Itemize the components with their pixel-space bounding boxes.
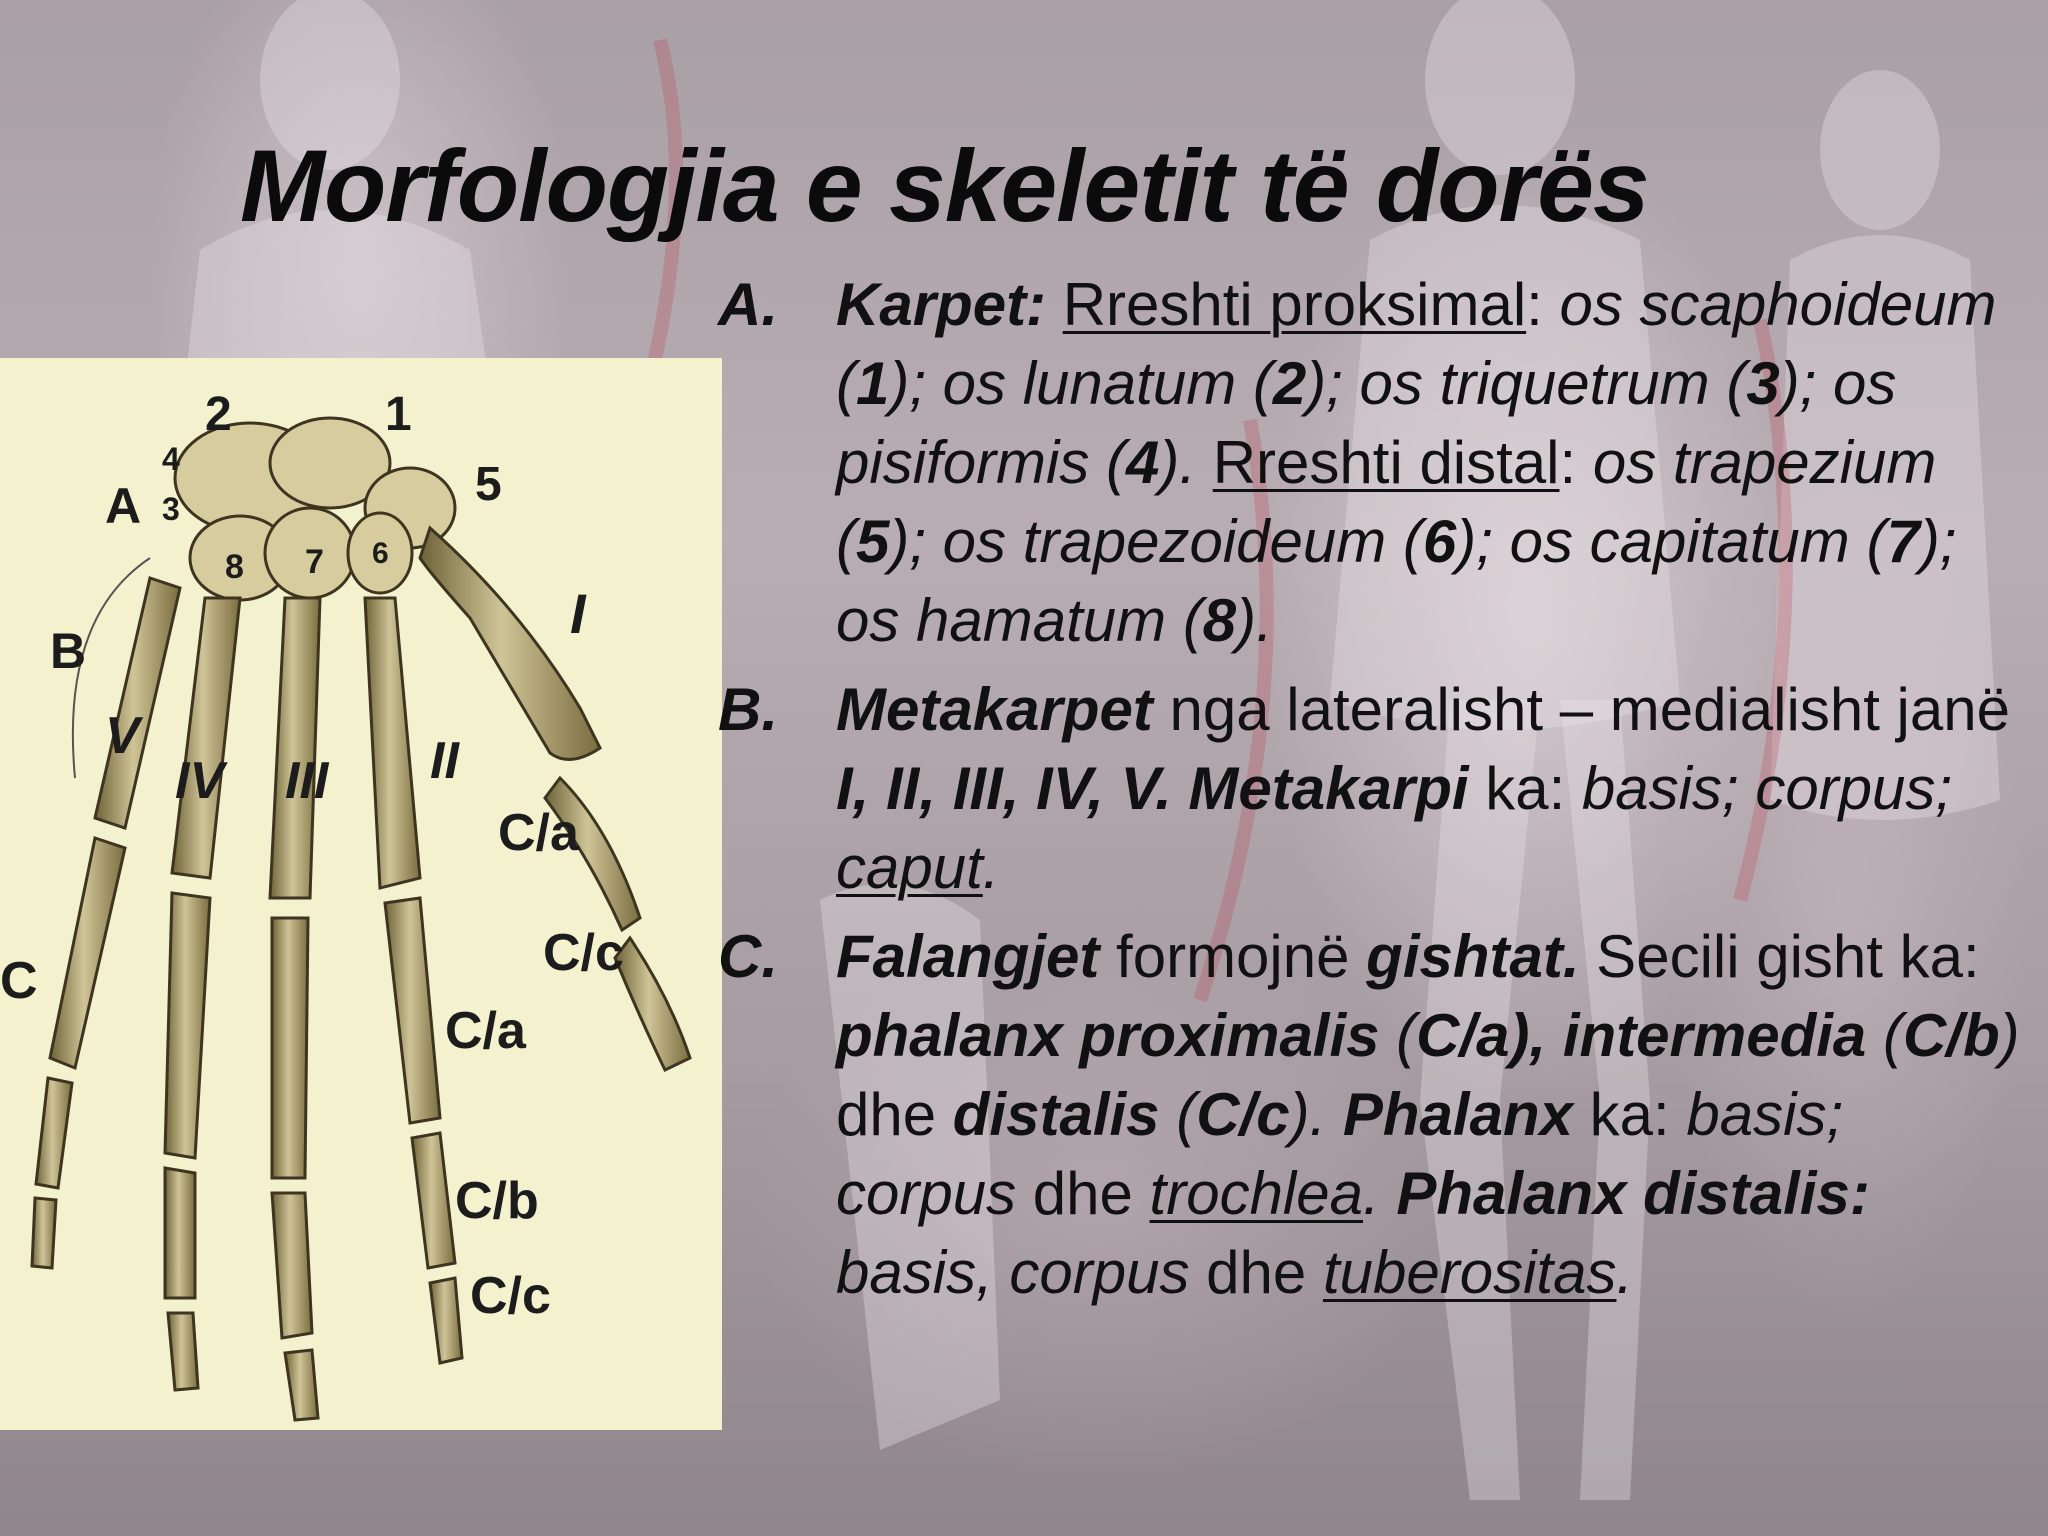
label-Cb: C/b	[455, 1172, 539, 1230]
label-C: C	[0, 952, 38, 1010]
hand-skeleton-figure	[0, 358, 722, 1430]
text-segment: dhe	[836, 1081, 953, 1148]
text-segment: 8	[1202, 587, 1237, 654]
text-segment: dhe	[1189, 1239, 1323, 1306]
text-segment: ); os pisiformis (	[836, 350, 1897, 496]
text-segment: os trapezium (	[836, 429, 1937, 575]
text-segment: Phalanx	[1326, 1081, 1573, 1148]
text-segment: .	[1363, 1160, 1380, 1227]
label-II: II	[430, 732, 459, 790]
text-segment: .	[1616, 1239, 1634, 1306]
label-Ca-thumb: C/a	[498, 804, 579, 862]
text-segment: os scaphoideum (	[836, 271, 1997, 417]
text-segment: ).	[1289, 1081, 1327, 1148]
label-B: B	[50, 623, 87, 679]
text-segment: phalanx proximalis	[836, 1002, 1380, 1069]
text-segment: C/a	[1416, 1002, 1510, 1069]
text-segment: 3	[1746, 350, 1780, 417]
text-segment: ka:	[1468, 755, 1582, 822]
text-segment: ); os capitatum (	[1456, 508, 1887, 575]
label-I: I	[570, 582, 586, 645]
label-IV: IV	[175, 752, 225, 810]
label-Cc: C/c	[470, 1267, 551, 1325]
text-segment: Secili gisht ka:	[1579, 923, 1980, 990]
text-segment: ); os hamatum (	[836, 508, 1957, 654]
text-segment: gishtat.	[1366, 923, 1580, 990]
text-segment: Falangjet	[836, 923, 1100, 990]
text-segment: ka:	[1573, 1081, 1687, 1148]
label-2: 2	[205, 388, 232, 441]
text-segment: dhe	[1016, 1160, 1150, 1227]
text-segment: ).	[1236, 587, 1273, 654]
text-segment: Rreshti distal	[1212, 429, 1560, 496]
text-segment: basis; corpus	[836, 1081, 1844, 1227]
label-5: 5	[475, 458, 502, 511]
list-marker: A.	[718, 271, 778, 338]
text-segment: trochlea	[1149, 1160, 1364, 1227]
text-segment: tuberositas	[1322, 1239, 1617, 1306]
text-segment: (	[1379, 1002, 1417, 1069]
text-segment: 7	[1886, 508, 1920, 575]
label-8: 8	[225, 548, 244, 586]
text-segment: :	[1526, 271, 1560, 338]
text-segment: (	[1866, 1002, 1903, 1069]
label-Ca: C/a	[445, 1002, 526, 1060]
text-segment: 4	[1126, 429, 1160, 496]
list-marker: C.	[718, 923, 778, 990]
label-Cc-thumb: C/c	[543, 924, 624, 982]
label-6: 6	[372, 537, 389, 570]
text-segment: 6	[1422, 508, 1457, 575]
text-segment: ); os lunatum (	[889, 350, 1273, 417]
list-item-karpet	[718, 265, 2028, 660]
text-segment: I, II, III, IV, V. Metakarpi	[836, 755, 1469, 822]
text-segment: Karpet:	[836, 271, 1047, 338]
slide-title: Morfologjia e skeletit të dorës	[240, 129, 1649, 243]
text-segment: Metakarpet	[836, 676, 1153, 743]
hand-skeleton-drawing	[0, 358, 722, 1430]
label-3: 3	[162, 491, 180, 527]
list-item-metakarpet	[718, 670, 2028, 907]
text-segment: C/b	[1902, 1002, 2000, 1069]
text-segment: basis, corpus	[836, 1239, 1190, 1306]
label-7: 7	[305, 543, 324, 581]
text-segment: distalis	[952, 1081, 1160, 1148]
label-1: 1	[385, 388, 412, 441]
text-segment: .	[982, 834, 1000, 901]
label-III: III	[285, 752, 329, 810]
list-text	[836, 917, 2028, 1312]
text-segment: (	[1159, 1081, 1197, 1148]
content-list	[718, 265, 2028, 1322]
list-text	[836, 670, 2028, 907]
text-segment: ), intermedia	[1509, 1002, 1867, 1069]
text-segment	[1046, 271, 1063, 338]
text-segment: Rreshti proksimal	[1062, 271, 1527, 338]
list-item-falangjet	[718, 917, 2028, 1312]
text-segment: formojnë	[1099, 923, 1367, 990]
text-segment: 2	[1272, 350, 1307, 417]
text-segment: Phalanx distalis:	[1379, 1160, 1870, 1227]
text-segment: 1	[855, 350, 890, 417]
text-segment: ); os triquetrum (	[1306, 350, 1747, 417]
text-segment: ).	[1159, 429, 1213, 496]
text-segment: caput	[836, 834, 983, 901]
text-segment: )	[1999, 1002, 2020, 1069]
list-text	[836, 265, 2028, 660]
text-segment: C/c	[1196, 1081, 1290, 1148]
text-segment: nga lateralisht – medialisht janë	[1152, 676, 2010, 743]
label-4: 4	[162, 441, 180, 477]
label-A: A	[105, 478, 142, 534]
list-marker: B.	[718, 676, 778, 743]
text-segment: basis; corpus;	[1581, 755, 1953, 822]
text-segment: 5	[855, 508, 890, 575]
label-V: V	[105, 707, 140, 765]
text-segment: :	[1559, 429, 1593, 496]
text-segment: ); os trapezoideum (	[889, 508, 1423, 575]
